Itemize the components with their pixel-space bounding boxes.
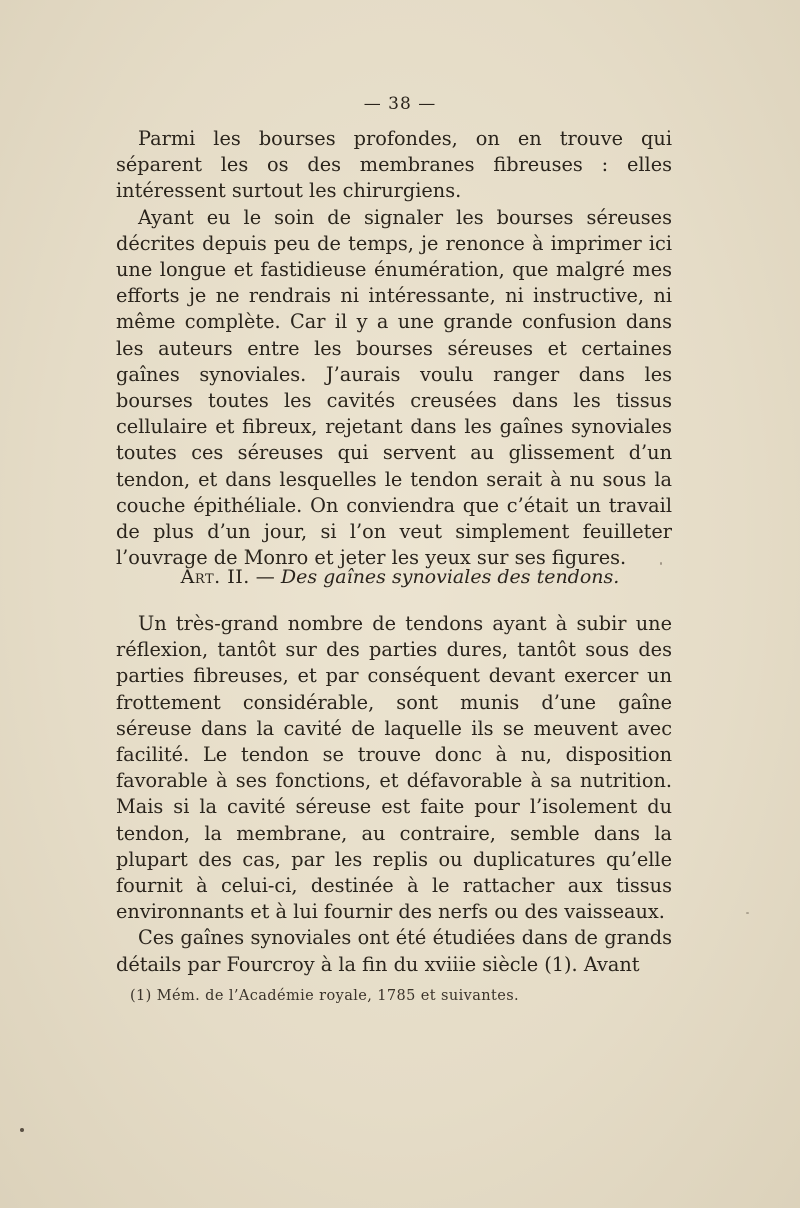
article-title: Des gaînes synoviales des tendons. [280,566,620,588]
paper-speck [660,562,662,565]
footnote: (1) Mém. de l’Académie royale, 1785 et suivantes. [130,988,520,1004]
paragraph: Un très-grand nombre de tendons ayant à subir une réflexion, tantôt sur des parties dures, tantôt sous des parties fibreuses, et par conséquent devant exercer un frottement considérable, sont munis d’une gaîne séreuse dans la cavité de laquelle ils se meuvent avec facilité. Le tendon se trouve donc à nu, disposition favorable à ses fonctions, et défavorable à sa nutrition. Mais si la cavité séreuse est faite pour l’isolement du tendon, la membrane, au contraire, semble dans la plupart des cas, par les replis ou duplicatures qu’elle fournit à celui-ci, destinée à le rattacher aux tissus environnants et à lui fournir des nerfs ou des vaisseaux. [116,612,672,924]
article-heading [0,566,800,588]
paragraph: Ayant eu le soin de signaler les bourses séreuses décrites depuis peu de temps, je renonce à imprimer ici une longue et fastidieuse énumération, que malgré mes efforts je ne rendrais ni intéressante, ni instructive, ni même complète. Car il y a une grande confusion dans les auteurs entre les bourses séreuses et certaines gaînes synoviales. J’aurais voulu ranger dans les bourses toutes les cavités creusées dans les tissus cellulaire et fibreux, rejetant dans les gaînes synoviales toutes ces séreuses qui servent au glissement d’un tendon, et dans lesquelles le tendon serait à nu sous la couche épithéliale. On conviendra que c’était un travail de plus d’un jour, si l’on veut simplement feuilleter l’ouvrage de Monro et jeter les yeux sur ses figures. [116,205,672,570]
article-label: Art. II. [180,566,250,588]
article-dash: — [249,566,281,588]
section-intro-text [116,126,672,571]
paper-speck [20,1128,24,1132]
paper-speck [746,912,749,914]
section-gaines-text [116,611,672,978]
paragraph: Ces gaînes synoviales ont été étudiées dans de grands détails par Fourcroy à la fin du xviiie siècle (1). Avant [116,926,672,976]
page-number: — 38 — [363,94,437,114]
paragraph: Parmi les bourses profondes, on en trouve qui séparent les os des membranes fibreuses : elles intéressent surtout les chirurgiens. [116,127,672,203]
